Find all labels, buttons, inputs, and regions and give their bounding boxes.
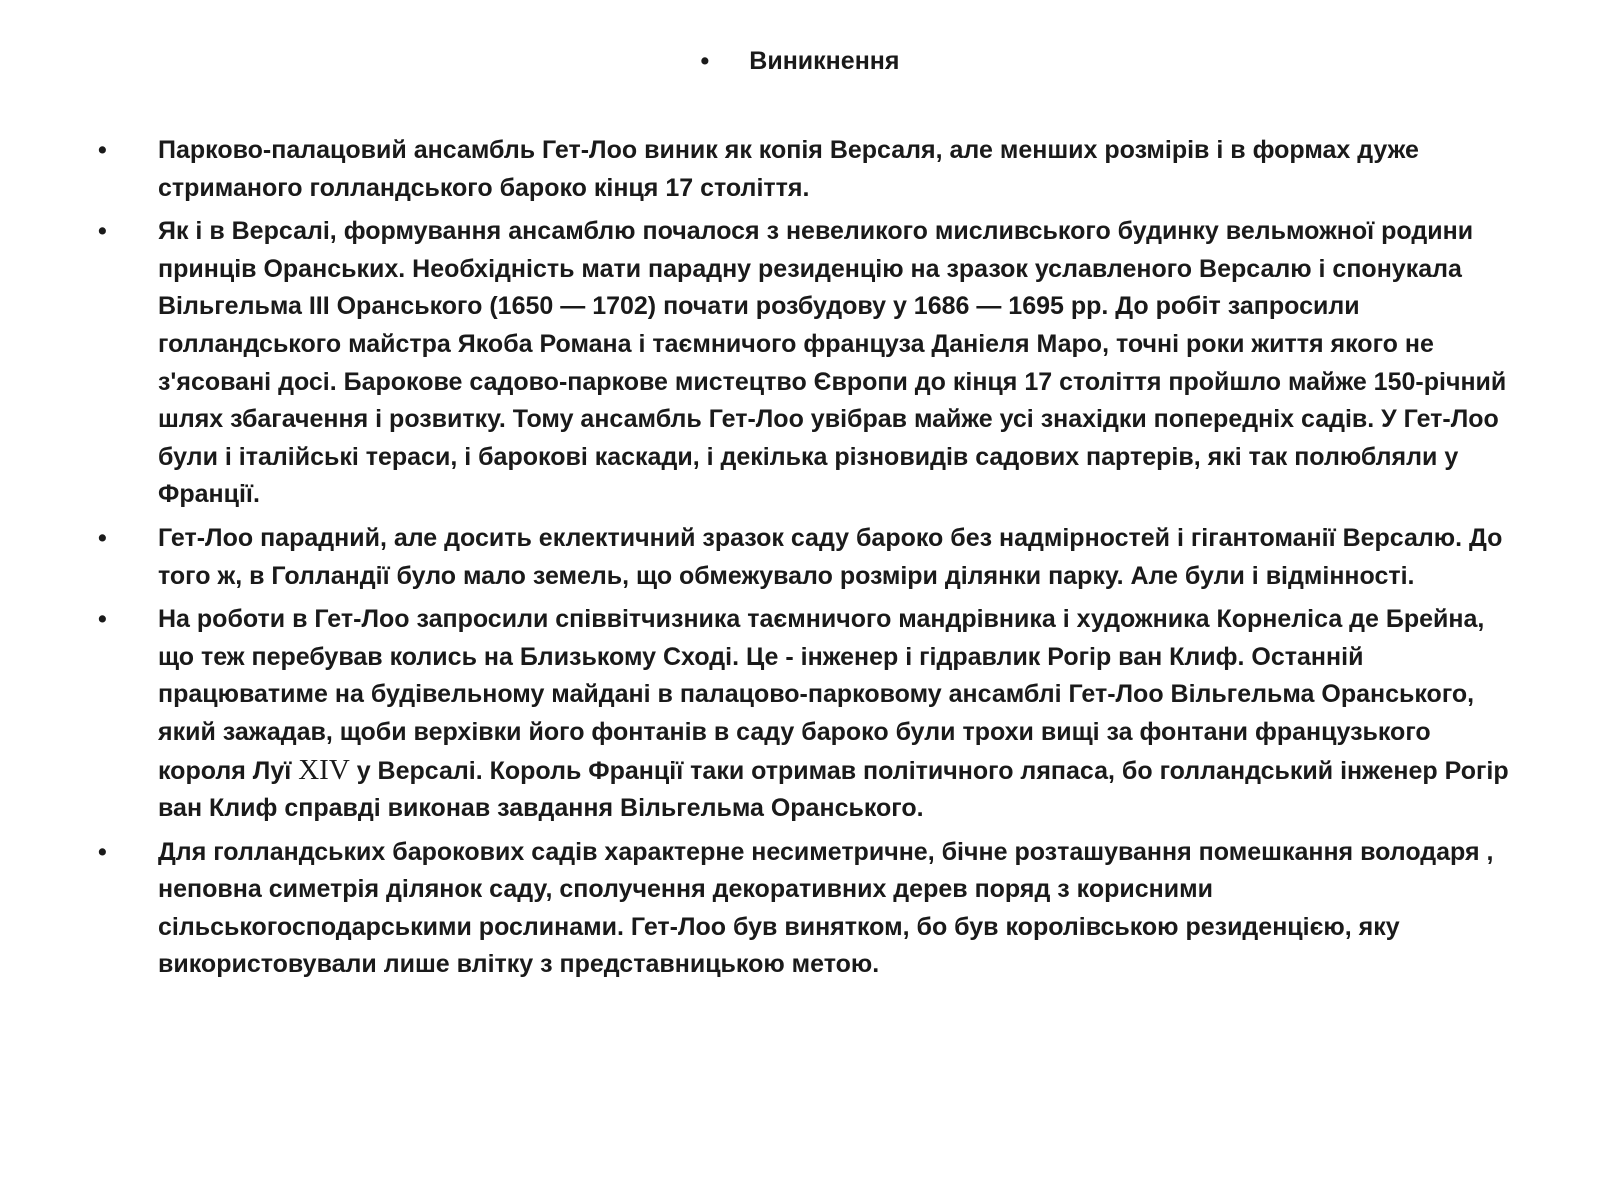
paragraph-4-after: у Версалі. Король Франції таки отримав політичного ляпаса, бо голландський інженер Рогір ван Клиф справді виконав завдання Вільгельма Оранського.: [158, 756, 1509, 823]
list-item: [98, 601, 1518, 828]
roman-numeral: XIV: [298, 753, 350, 786]
bullet-icon: •: [98, 136, 107, 164]
list-item: [98, 213, 1518, 514]
paragraph-4: [158, 605, 1509, 822]
bullet-icon: •: [98, 605, 107, 634]
heading-text: Виникнення: [749, 47, 900, 75]
paragraph-4-before: На роботи в Гет-Лоо запросили співвітчизника таємничого мандрівника і художника Корнеліса де Брейна, що теж перебував колись на Близькому Сході. Це - інженер і гідравлик Рогір ван Клиф. Останній працюватиме на будівельному майдані в палацово-парковому ансамблі Гет-Лоо Вільгельма Оранського, який зажадав, щоби верхівки його фонтанів в саду бароко були трохи вищі за фонтани французького короля Луї: [158, 605, 1485, 785]
bullet-list: [98, 132, 1518, 990]
slide-heading: [0, 44, 1600, 78]
paragraph-5: Для голландських барокових садів характерне несиметричне, бічне розташування помешкання володаря , неповна симетрія ділянок саду, сполучення декоративних дерев поряд з корисними сільськогосподарськими рослинами. Гет-Лоо був винятком, бо був королівською резиденцією, яку використовували лише влітку з представницькою метою.: [158, 837, 1494, 979]
paragraph-2: Як і в Версалі, формування ансамблю почалося з невеликого мисливського будинку вельможної родини принців Оранських. Необхідність мати парадну резиденцію на зразок уславленого Версалю і спонукала Вільгельма III Оранського (1650 — 1702) почати розбудову у 1686 — 1695 рр. До робіт запросили голландського майстра Якоба Романа і таємничого француза Даніеля Маро, точні роки життя якого не з'ясовані досі. Барокове садово-паркове мистецтво Європи до кінця 17 століття пройшло майже 150-річний шлях збагачення і розвитку. Тому ансамбль Гет-Лоо увібрав майже усі знахідки попередніх садів. У Гет-Лоо були і італійські тераси, і барокові каскади, і декілька різновидів садових партерів, які так полюбляли у Франції.: [158, 217, 1507, 509]
bullet-icon: •: [98, 523, 107, 552]
paragraph-3: Гет-Лоо парадний, але досить еклектичний зразок саду бароко без надмірностей і гігантоманії Версалю. До того ж, в Голландії було мало земель, що обмежувало розміри ділянки парку. Але були і відмінності.: [158, 523, 1503, 590]
bullet-icon: •: [98, 217, 107, 246]
bullet-icon: •: [98, 837, 107, 866]
paragraph-1: Парково-палацовий ансамбль Гет-Лоо виник як копія Версаля, але менших розмірів і в формах дуже стриманого голландського бароко кінця 17 століття.: [158, 136, 1419, 202]
list-item: [98, 132, 1518, 207]
list-item: [98, 834, 1518, 984]
heading-bullet: •: [700, 47, 710, 75]
list-item: [98, 520, 1518, 595]
